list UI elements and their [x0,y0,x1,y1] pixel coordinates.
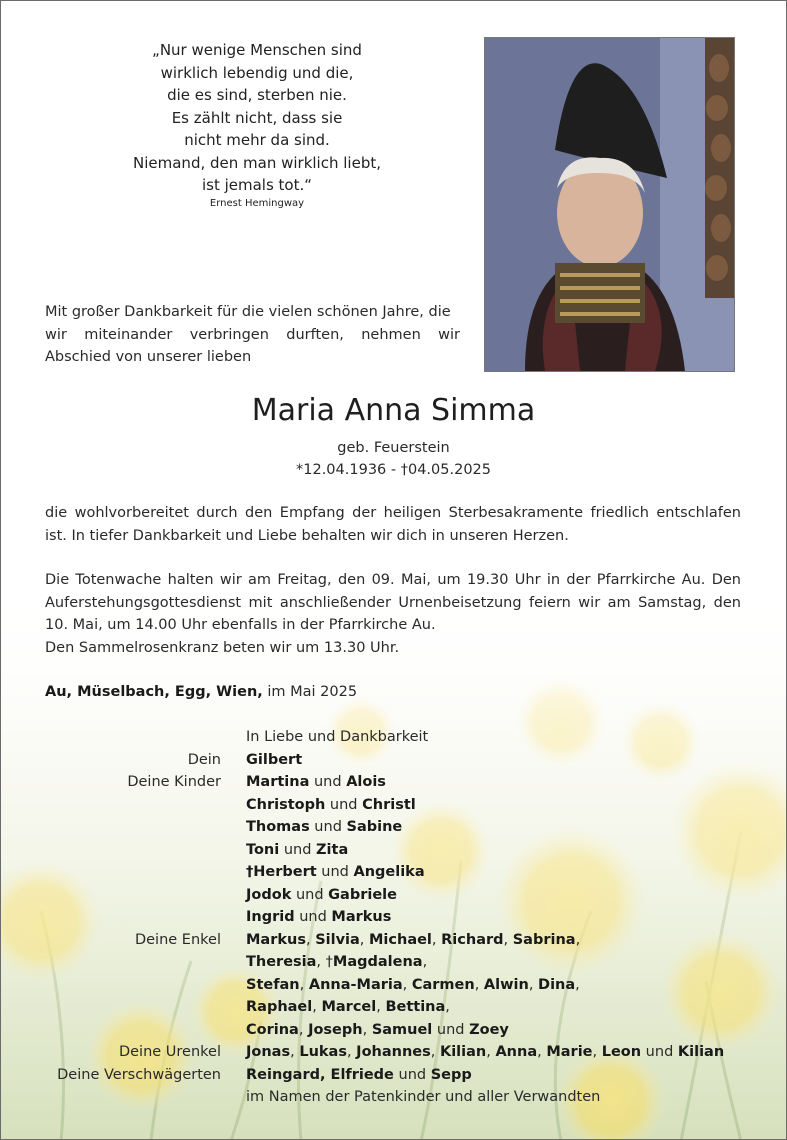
grandchild-name: Alwin [483,976,529,993]
separator: , [474,976,484,993]
separator: , [528,976,539,993]
great-grandchild-name: Anna [495,1044,538,1060]
separator: , [376,999,386,1015]
quote-line: nicht mehr da sind. [184,131,330,149]
closing-row [1,1086,786,1108]
separator: , [486,1044,496,1060]
grandchild-name: Raphael [246,999,313,1015]
children-row [1,884,786,906]
great-grandchild-name: Jonas [246,1044,291,1060]
place-date-line [45,681,357,703]
family-heading: In Liebe und Dankbarkeit [246,729,429,745]
grandchild-name: Theresia [246,954,317,970]
grandchildren-label: Deine Enkel [134,931,221,948]
paragraph-line: Auferstehungsgottesdienst mit anschließender Urnenbeisetzung feiern wir am Samstag, den [45,594,741,611]
quote-line: „Nur wenige Menschen sind [152,41,362,59]
quote-line: wirklich lebendig und die, [160,63,354,82]
quote-author: Ernest Hemingway [209,197,305,209]
great-grandchild-name: Marie [546,1044,593,1060]
partner-name: Markus [331,909,392,925]
great-grandchild-name: Leon [601,1044,642,1060]
grandchildren-row [1,929,786,951]
children-row [1,794,786,816]
separator: , [431,931,442,948]
separator: , [575,931,581,948]
grandchild-name: Magdalena [332,954,423,970]
grandchild-name: Michael [369,931,432,948]
intro-line: wir miteinander verbringen durften, nehmen wir [45,326,460,343]
paragraph-line: ist. In tiefer Dankbarkeit und Liebe behalten wir dich in unseren Herzen. [45,527,569,544]
grandchild-name: Stefan [246,976,300,993]
separator: , [402,976,412,993]
spouse-row [1,749,786,771]
in-laws-label: Deine Verschwägerten [57,1066,221,1083]
children-row [1,771,786,793]
grandchildren-row [1,996,786,1018]
grandchild-name: Zoey [469,1021,509,1038]
separator: , † [316,954,333,970]
in-laws-row [1,1064,786,1086]
quote-line: die es sind, sterben nie. [167,86,347,104]
children-label: Deine Kinder [127,774,221,790]
paragraph-line: 10. Mai, um 14.00 Uhr ebenfalls in der Pfarrkirche Au. [45,617,436,633]
child-name: †Herbert [246,864,317,880]
partner-name: Alois [346,774,386,790]
birth-info [1,437,786,481]
separator: , [445,999,450,1015]
portrait-photo [484,37,735,372]
grandchild-name: Anna-Maria [308,976,403,993]
in-law-name: Sepp [430,1066,472,1083]
grandchildren-row [1,974,786,996]
great-grandchildren-label: Deine Urenkel [118,1044,221,1060]
farewell-paragraph [45,502,741,547]
grandchild-name: Markus [246,931,306,948]
grandchildren-row [1,951,786,973]
place-names: Au, Müselbach, Egg, Wien, [45,684,263,700]
connector: und [316,864,354,880]
connector: und [393,1066,431,1083]
intro-line: Abschied von unserer lieben [45,349,252,365]
grandchild-name: Richard [441,931,504,948]
deceased-name: Maria Anna Simma [251,393,536,428]
paragraph-line: Den Sammelrosenkranz beten wir um 13.30 Uhr. [45,639,400,656]
partner-name: Sabine [346,819,403,835]
grandchild-name: Sabrina [512,931,576,948]
grandchild-name: Bettina [385,999,446,1015]
paragraph-line: die wohlvorbereitet durch den Empfang der heiligen Sterbesakramente friedlich entschlafen [45,505,741,521]
separator: , [592,1044,602,1060]
closing-text: im Namen der Patenkinder und aller Verwandten [246,1089,601,1105]
separator: , [537,1044,547,1060]
separator: , [299,976,309,993]
quote-block [97,39,417,211]
connector: und [325,796,363,813]
grandchildren-row [1,1019,786,1041]
intro-text [45,301,460,369]
quote-line: Niemand, den man wirklich liebt, [133,153,381,172]
separator: , [422,954,428,970]
grandchild-name: Joseph [308,1021,363,1038]
place-date: im Mai 2025 [262,684,358,700]
quote-line: ist jemals tot.“ [201,176,313,194]
grandchild-name: Marcel [321,999,377,1015]
child-name: Toni [246,841,280,858]
connector: und [432,1021,470,1038]
partner-name: Angelika [353,864,425,880]
child-name: Ingrid [246,909,295,925]
separator: , [503,931,513,948]
grandchild-name: Dina [538,976,576,993]
separator: , [298,1021,309,1038]
in-law-names: Reingard, Elfriede [246,1066,394,1083]
grandchild-name: Samuel [371,1021,433,1038]
quote-line: Es zählt nicht, dass sie [171,108,343,127]
child-name: Christoph [246,796,326,813]
connector: und [279,841,317,858]
portrait-image [485,38,734,371]
child-name: Martina [246,774,310,790]
grandchild-name: Silvia [315,931,360,948]
paragraph-line: Die Totenwache halten wir am Freitag, den 09. Mai, um 19.30 Uhr in der Pfarrkirche Au. Den [45,572,741,588]
child-name: Jodok [246,886,292,903]
connector: und [309,819,347,835]
intro-line: Mit großer Dankbarkeit für die vielen schönen Jahre, die [45,304,451,320]
spouse-label: Dein [187,751,221,768]
partner-name: Christl [362,796,416,813]
separator: , [575,976,580,993]
partner-name: Zita [316,841,349,858]
child-name: Thomas [246,819,310,835]
connector: und [294,909,332,925]
separator: , [312,999,322,1015]
separator: , [430,1044,440,1060]
grandchild-name: Corina [246,1021,299,1038]
children-row [1,816,786,838]
spouse-name: Gilbert [246,751,303,768]
separator: , [290,1044,300,1060]
children-row [1,906,786,928]
family-heading-row [1,726,786,748]
grandchild-name: Carmen [411,976,475,993]
connector: und [291,886,329,903]
children-row [1,861,786,883]
life-dates: *12.04.1936 - †04.05.2025 [296,462,491,478]
birth-name: geb. Feuerstein [337,440,450,456]
great-grandchildren-row [1,1041,786,1063]
separator: , [362,1021,372,1038]
separator: , [305,931,316,948]
great-grandchild-name: Kilian [439,1044,487,1060]
children-row [1,839,786,861]
partner-name: Gabriele [328,886,397,903]
connector: und [309,774,347,790]
service-paragraph [45,569,741,659]
separator: , [346,1044,357,1060]
separator: , [359,931,369,948]
great-grandchild-name: Lukas [299,1044,347,1060]
great-grandchild-name: Johannes [356,1044,431,1060]
great-grandchild-name: Kilian [677,1044,725,1060]
connector: und [641,1044,678,1060]
